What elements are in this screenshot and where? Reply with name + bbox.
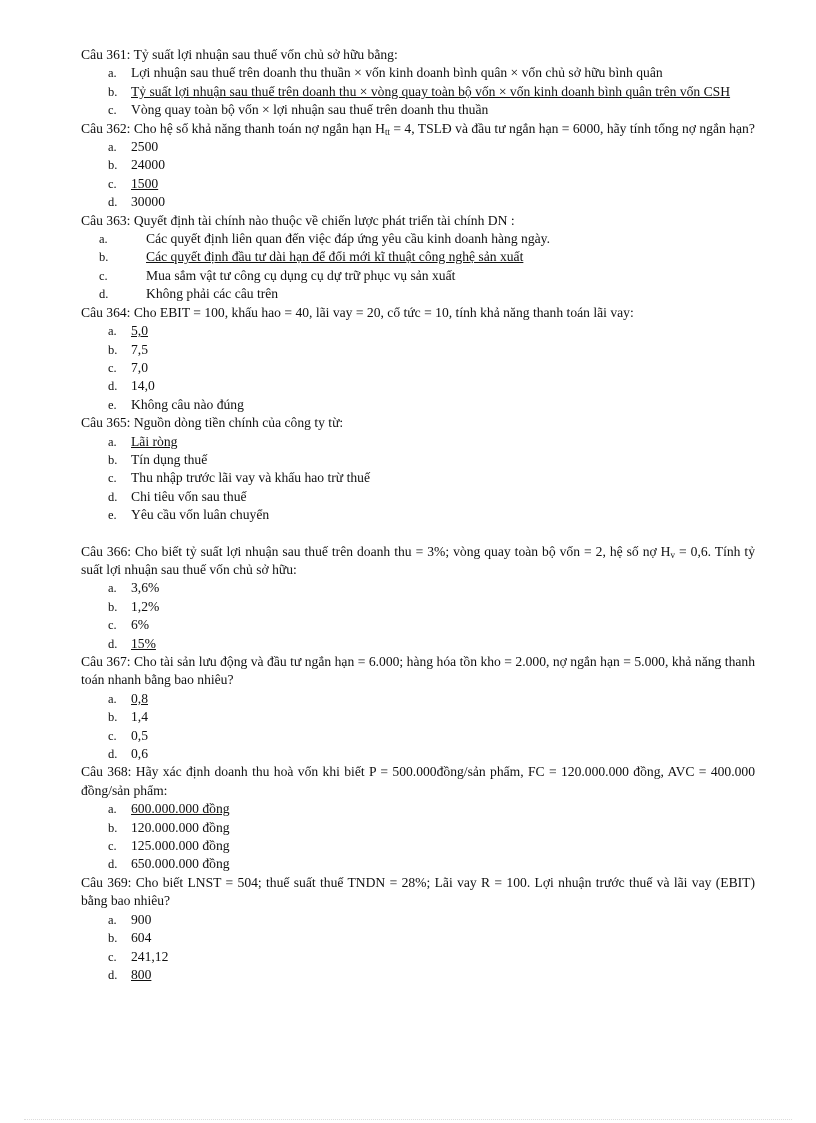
- question-text-after: = 0,6. Tính tỷ suất lợi nhuận sau thuế vốn chủ sở hữu:: [81, 543, 756, 577]
- option-d: [81, 635, 755, 653]
- option-label: b.: [108, 820, 118, 835]
- question-369: [81, 874, 755, 984]
- option-text: 0,5: [131, 727, 148, 743]
- option-label: d.: [108, 636, 118, 651]
- option-d: [81, 745, 755, 763]
- option-a: [81, 138, 755, 156]
- option-d: [81, 855, 755, 873]
- question-362: [81, 120, 755, 212]
- option-text: 7,5: [131, 341, 148, 357]
- option-text: 3,6%: [131, 580, 160, 596]
- option-text: 604: [131, 930, 152, 946]
- question-368: [81, 763, 755, 873]
- option-label: c.: [108, 728, 117, 743]
- option-b: [81, 341, 755, 359]
- option-label: e.: [108, 508, 117, 523]
- option-c: [81, 175, 755, 193]
- question-text: Câu 369: Cho biết LNST = 504; thuế suất thuế TNDN = 28%; Lãi vay R = 100. Lợi nhuận trước thuế và lãi vay (EBIT) bằng bao nhiêu?: [81, 874, 755, 909]
- subscript: tt: [384, 126, 390, 137]
- option-d: [81, 285, 755, 303]
- option-c: [81, 469, 755, 487]
- option-b: [81, 819, 755, 837]
- option-a: [81, 579, 755, 597]
- option-label: c.: [108, 176, 117, 191]
- option-label: b.: [108, 342, 118, 357]
- option-label: a.: [108, 581, 117, 596]
- question-text-after: = 4, TSLĐ và đầu tư ngắn hạn = 6000, hãy tính tổng nợ ngắn hạn?: [389, 120, 755, 136]
- option-text-correct: Lãi ròng: [131, 433, 178, 449]
- question-text: Câu 364: Cho EBIT = 100, khấu hao = 40, lãi vay = 20, cổ tức = 10, tính khả năng thanh toán lãi vay:: [81, 304, 634, 320]
- option-text-correct: 0,8: [131, 690, 148, 706]
- option-text: 241,12: [131, 948, 169, 964]
- option-text: Các quyết định liên quan đến việc đáp ứng yêu cầu kinh doanh hàng ngày.: [146, 231, 550, 247]
- option-label: c.: [108, 839, 117, 854]
- option-b: [81, 451, 755, 469]
- option-text: 24000: [131, 157, 165, 173]
- option-label: a.: [99, 232, 108, 247]
- option-text: 125.000.000 đồng: [131, 838, 230, 854]
- option-label: c.: [108, 949, 117, 964]
- option-label: c.: [108, 618, 117, 633]
- option-text: 1,4: [131, 709, 148, 725]
- option-b: [81, 929, 755, 947]
- option-e: [81, 396, 755, 414]
- option-text: 0,6: [131, 746, 148, 762]
- option-b: [81, 598, 755, 616]
- question-text: [81, 543, 755, 580]
- question-text: Câu 365: Nguồn dòng tiền chính của công ty từ:: [81, 415, 344, 431]
- option-b: [81, 708, 755, 726]
- option-text: 1,2%: [131, 598, 160, 614]
- option-a: [81, 322, 755, 340]
- option-text: Vòng quay toàn bộ vốn × lợi nhuận sau thuế trên doanh thu thuần: [131, 102, 489, 118]
- option-label: a.: [108, 691, 117, 706]
- option-text: Thu nhập trước lãi vay và khấu hao trừ thuế: [131, 470, 370, 486]
- option-text: 30000: [131, 194, 165, 210]
- option-text-correct: 15%: [131, 635, 156, 651]
- option-e: [81, 506, 755, 524]
- option-label: d.: [108, 379, 118, 394]
- option-label: a.: [108, 140, 117, 155]
- option-label: a.: [108, 802, 117, 817]
- option-text: 14,0: [131, 378, 155, 394]
- question-text: Câu 363: Quyết định tài chính nào thuộc về chiến lược phát triển tài chính DN :: [81, 212, 515, 228]
- option-label: e.: [108, 397, 117, 412]
- question-text: Câu 368: Hãy xác định doanh thu hoà vốn khi biết P = 500.000đồng/sản phẩm, FC = 120.000.000 đồng, AVC = 400.000 đồng/sản phẩm:: [81, 764, 755, 798]
- option-label: a.: [108, 434, 117, 449]
- option-label: d.: [108, 489, 118, 504]
- option-d: [81, 377, 755, 395]
- option-label: a.: [108, 66, 117, 81]
- option-text: 650.000.000 đồng: [131, 856, 230, 872]
- option-label: b.: [108, 710, 118, 725]
- question-367: [81, 653, 755, 763]
- option-text: 900: [131, 911, 152, 927]
- option-label: b.: [108, 599, 118, 614]
- option-text-correct: 5,0: [131, 323, 148, 339]
- option-a: [81, 64, 755, 82]
- option-text-correct: 1500: [131, 175, 159, 191]
- option-a: [81, 433, 755, 451]
- page-footer-divider: [24, 1119, 792, 1120]
- option-c: [81, 837, 755, 855]
- question-366: [81, 543, 755, 653]
- option-c: [81, 359, 755, 377]
- option-d: [81, 193, 755, 211]
- subscript: v: [670, 549, 676, 560]
- option-text-correct: Tỷ suất lợi nhuận sau thuế trên doanh thu × vòng quay toàn bộ vốn × vốn kinh doanh bình quân trên vốn CSH: [131, 83, 731, 99]
- option-text: Mua sắm vật tư công cụ dụng cụ dự trữ phục vụ sản xuất: [146, 267, 456, 283]
- option-c: [81, 616, 755, 634]
- option-label: d.: [108, 195, 118, 210]
- question-text-before: Câu 362: Cho hệ số khả năng thanh toán nợ ngắn hạn H: [81, 120, 385, 136]
- option-label: c.: [108, 103, 117, 118]
- option-text-correct: Các quyết định đầu tư dài hạn để đổi mới kĩ thuật công nghệ sản xuất: [146, 249, 524, 265]
- option-a: [81, 690, 755, 708]
- option-text: 120.000.000 đồng: [131, 819, 230, 835]
- option-a: [81, 230, 755, 248]
- question-text: Câu 367: Cho tài sản lưu động và đầu tư ngắn hạn = 6.000; hàng hóa tồn kho = 2.000, nợ ngắn hạn = 5.000, khả năng thanh toán nhanh bằng bao nhiêu?: [81, 654, 755, 688]
- question-364: [81, 304, 755, 414]
- option-label: d.: [108, 747, 118, 762]
- document-page: [81, 46, 755, 984]
- option-text: Chi tiêu vốn sau thuế: [131, 488, 247, 504]
- option-d: [81, 966, 755, 984]
- option-label: b.: [108, 158, 118, 173]
- option-label: c.: [108, 360, 117, 375]
- option-a: [81, 911, 755, 929]
- option-d: [81, 488, 755, 506]
- option-label: a.: [108, 912, 117, 927]
- option-b: [81, 83, 755, 101]
- option-text: Yêu cầu vốn luân chuyển: [131, 507, 270, 523]
- question-text: [81, 120, 755, 138]
- option-text: Lợi nhuận sau thuế trên doanh thu thuần × vốn kinh doanh bình quân × vốn chủ sở hữu bình quân: [131, 65, 663, 81]
- option-label: d.: [99, 287, 109, 302]
- option-label: c.: [99, 268, 108, 283]
- option-label: d.: [108, 857, 118, 872]
- option-text: 7,0: [131, 359, 148, 375]
- option-c: [81, 101, 755, 119]
- option-text: 2500: [131, 139, 159, 155]
- option-label: b.: [99, 250, 109, 265]
- question-365: [81, 414, 755, 524]
- option-label: a.: [108, 324, 117, 339]
- option-label: b.: [108, 452, 118, 467]
- option-c: [81, 948, 755, 966]
- option-text: Không phải các câu trên: [146, 286, 279, 302]
- option-b: [81, 248, 755, 266]
- option-text: 6%: [131, 617, 150, 633]
- option-text-correct: 600.000.000 đồng: [131, 801, 230, 817]
- option-text-correct: 800: [131, 966, 152, 982]
- option-c: [81, 727, 755, 745]
- question-361: [81, 46, 755, 120]
- option-c: [81, 267, 755, 285]
- option-label: b.: [108, 84, 118, 99]
- option-label: d.: [108, 967, 118, 982]
- option-label: b.: [108, 931, 118, 946]
- option-label: c.: [108, 471, 117, 486]
- question-text-before: Câu 366: Cho biết tỷ suất lợi nhuận sau thuế trên doanh thu = 3%; vòng quay toàn bộ vốn = 2, hệ số nợ H: [81, 543, 671, 559]
- question-text: Câu 361: Tỷ suất lợi nhuận sau thuế vốn chủ sở hữu bằng:: [81, 47, 398, 62]
- option-b: [81, 156, 755, 174]
- question-363: [81, 212, 755, 304]
- option-text: Tín dụng thuế: [131, 451, 208, 467]
- option-a: [81, 800, 755, 818]
- option-text: Không câu nào đúng: [131, 396, 244, 412]
